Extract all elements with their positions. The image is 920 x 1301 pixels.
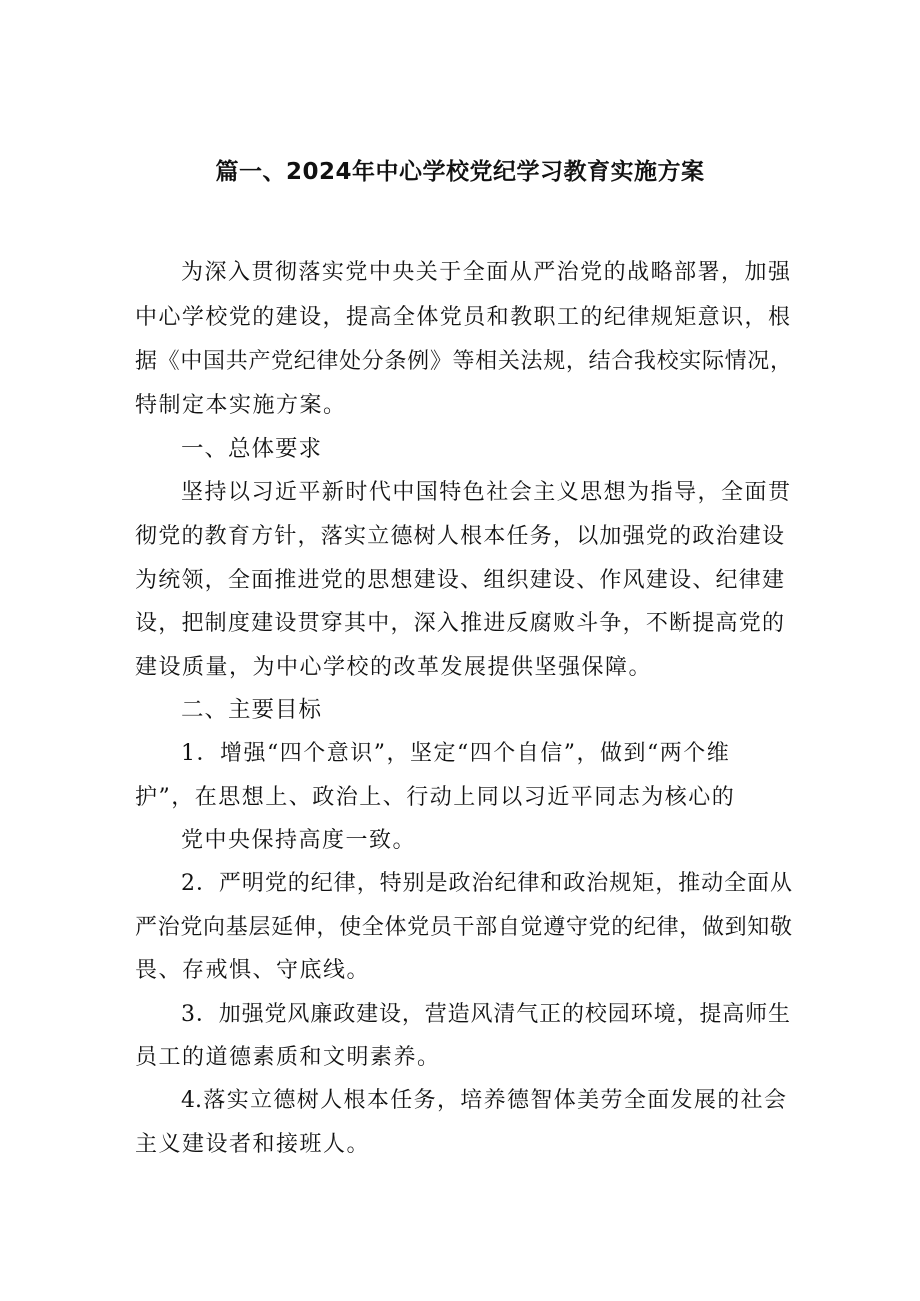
paragraph-line: 建设质量，为中心学校的改革发展提供坚强保障。: [135, 655, 653, 680]
paragraph-line: 主义建设者和接班人。: [135, 1132, 371, 1157]
paragraph-line: 2．严明党的纪律，特别是政治纪律和政治规矩，推动全面从: [181, 871, 792, 896]
paragraph-line: 党中央保持高度一致。: [181, 828, 417, 853]
paragraph-line: 3．加强党风廉政建设，营造风清气正的校园环境，提高师生: [181, 1002, 790, 1027]
paragraph-line: 畏、存戒惧、守底线。: [135, 958, 371, 983]
paragraph-line: 严治党向基层延伸，使全体党员干部自觉遵守党的纪律，做到知敬: [135, 915, 792, 940]
paragraph-line: 为深入贯彻落实党中央关于全面从严治党的战略部署，加强: [181, 260, 790, 285]
paragraph-line: 护”，在思想上、政治上、行动上同以习近平同志为核心的: [135, 785, 736, 810]
paragraph-line: 员工的道德素质和文明素养。: [135, 1045, 441, 1070]
paragraph-line: 彻党的教育方针，落实立德树人根本任务，以加强党的政治建设: [135, 524, 784, 549]
paragraph-line: 4.落实立德树人根本任务，培养德智体美劳全面发展的社会: [181, 1088, 786, 1113]
paragraph-line: 中心学校党的建设，提高全体党员和教职工的纪律规矩意识，根: [135, 305, 790, 330]
paragraph-line: 据《中国共产党纪律处分条例》等相关法规，结合我校实际情况，: [135, 349, 792, 374]
paragraph-line: 坚持以习近平新时代中国特色社会主义思想为指导，全面贯: [181, 480, 790, 505]
section-heading: 二、主要目标: [181, 697, 323, 723]
document-title: 篇一、2024年中心学校党纪学习教育实施方案: [215, 159, 705, 185]
paragraph-line: 特制定本实施方案。: [135, 393, 347, 418]
paragraph-line: 1．增强“四个意识”，坚定“四个自信”，做到“两个维: [181, 741, 731, 766]
paragraph-line: 为统领，全面推进党的思想建设、组织建设、作风建设、纪律建: [135, 568, 784, 593]
section-heading: 一、总体要求: [181, 436, 323, 462]
paragraph-line: 设，把制度建设贯穿其中，深入推进反腐败斗争，不断提高党的: [135, 611, 784, 636]
